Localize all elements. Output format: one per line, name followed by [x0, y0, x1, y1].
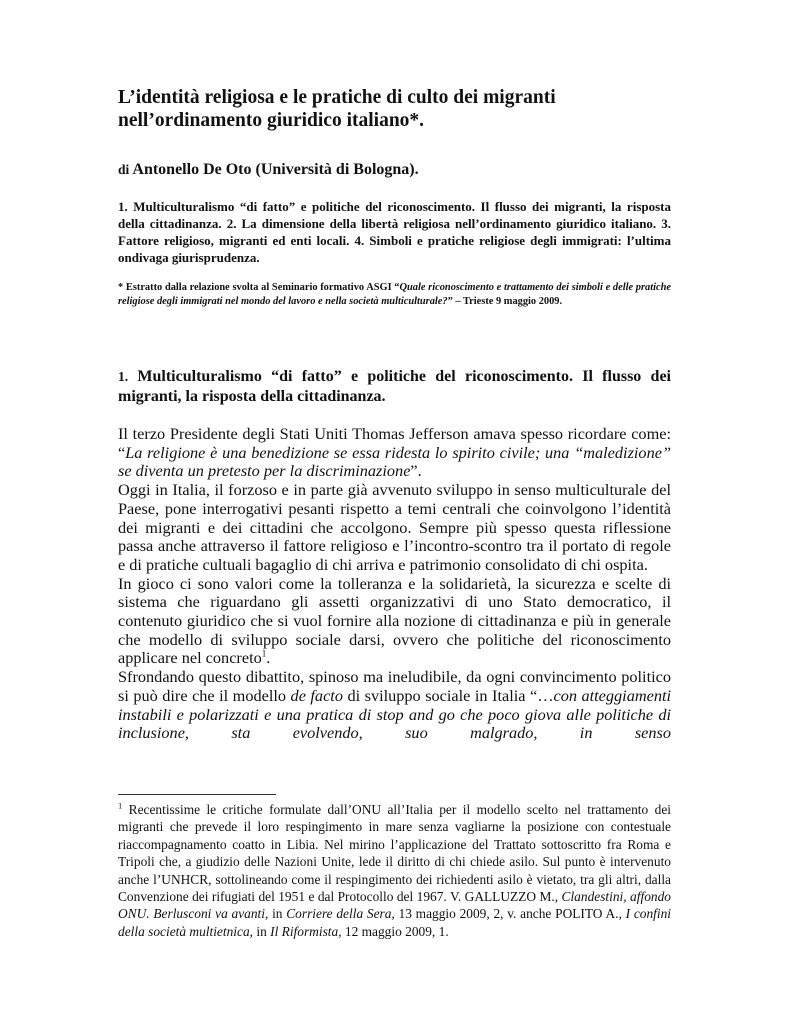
- footnote-text-d: , in: [249, 923, 271, 939]
- footnote-ref-1[interactable]: 1: [261, 649, 267, 660]
- paragraph-1-end: ”.: [410, 461, 422, 481]
- footnote-italic-4: Il Riformista,: [270, 923, 342, 939]
- footnote-text-e: 12 maggio 2009, 1.: [341, 923, 449, 939]
- paragraph-4-text: Sfrondando questo dibattito, spinoso ma ineludibile, da ogni convincimento politico si può dire che il modello: [118, 667, 671, 705]
- page-content: [118, 86, 671, 743]
- star-note-italic: Quale riconoscimento e trattamento dei simboli e delle pratiche religiose degli immigrati nel mondo del lavoro e nella società multiculturale?: [118, 282, 671, 307]
- footnote-italic-3: I confini della società multietnica: [118, 906, 672, 939]
- paragraph-3-end: .: [266, 648, 271, 668]
- footnote-italic-1: Clandestini, affondo ONU. Berlusconi va avanti: [118, 889, 671, 922]
- paper-title: [118, 86, 671, 132]
- author-name: Antonello De Oto (Università di Bologna).: [132, 161, 419, 178]
- footnote-text-b: , in: [264, 906, 287, 922]
- paragraph-1-text: Il terzo Presidente degli Stati Uniti Thomas Jefferson amava spesso ricordare come: “: [118, 424, 671, 462]
- author-prefix: di: [118, 162, 130, 177]
- jefferson-quote: La religione è una benedizione se essa ridesta lo spirito civile; una “maledizione” se diventa un pretesto per la discriminazione: [118, 442, 671, 481]
- paragraph-3: [118, 575, 671, 669]
- paragraph-1: [118, 425, 671, 481]
- footnote-number: 1: [118, 800, 123, 811]
- footnote-separator: [118, 794, 276, 795]
- table-of-contents-summary: 1. Multiculturalismo “di fatto” e politiche del riconoscimento. Il flusso dei migranti, la risposta della cittadinanza. 2. La dimensione della libertà religiosa nell’ordinamento giuridico italiano. 3. Fattore religioso, migranti ed enti locali. 4. Simboli e pratiche religiose degli immigrati: l’ultima ondivaga giurisprudenza.: [118, 199, 671, 265]
- paragraph-3-text: In gioco ci sono valori come la tolleranza e la solidarietà, la sicurezza e scelte di sistema che riguardano gli assetti organizzativi di uno Stato democratico, il contenuto giuridico che si vuol fornire alla nozione di cittadinanza e più in generale che modello di sviluppo sociale darsi, ovvero che politiche del riconoscimento applicare nel concreto: [118, 573, 671, 668]
- paragraph-4-quote: con atteggiamenti instabili e polarizzati e una pratica di stop and go che poco giova alle politiche di inclusione, sta evolvendo, suo malgrado, in senso: [118, 685, 672, 743]
- star-note-suffix: ” – Trieste 9 maggio 2009.: [447, 296, 563, 307]
- title-line-2: nell’ordinamento giuridico italiano*.: [118, 110, 425, 131]
- body-text: [118, 425, 671, 743]
- paragraph-2: Oggi in Italia, il forzoso e in parte già avvenuto sviluppo in senso multiculturale del Paese, pone interrogativi pesanti rispetto a temi centrali che coinvolgono l’identità dei migranti e dei cittadini che accolgono. Sempre più spesso questa riflessione passa anche attraverso il fattore religioso e l’incontro-scontro tra il portato di regole e di pratiche cultuali bagaglio di chi arriva e patrimonio consolidato di chi ospita.: [118, 480, 671, 574]
- star-note-prefix: * Estratto dalla relazione svolta al Seminario formativo ASGI “: [118, 282, 400, 293]
- section-1-heading: [118, 367, 671, 407]
- section-1-title: Multiculturalismo “di fatto” e politiche del riconoscimento. Il flusso dei migranti, la risposta della cittadinanza.: [118, 368, 672, 405]
- section-1-number: 1.: [118, 369, 129, 384]
- paragraph-4-mid: di sviluppo sociale in Italia “…: [342, 685, 554, 705]
- footnote-text-a: Recentissime le critiche formulate dall’ONU all’Italia per il modello scelto nel trattamento dei migranti che prevede il loro respingimento in mare senza vagliarne la posizione con contestuale riaccompagnamento coatto in Libia. Nel mirino l’applicazione del Trattato sottoscritto fra Roma e Tripoli che, a giudizio delle Nazioni Unite, lede il diritto di chi chiede asilo. Sul punto è intervenuto anche l’UNHCR, sottolineando come il respingimento dei richiedenti asilo è vietato, tra gli altri, dalla Convenzione dei rifugiati del 1951 e dal Protocollo del 1967. V. GALLUZZO M.,: [118, 802, 671, 905]
- footnote-italic-2: Corriere della Sera,: [286, 906, 395, 922]
- star-note: [118, 281, 671, 309]
- title-line-1: L’identità religiosa e le pratiche di culto dei migranti: [118, 87, 556, 108]
- footnote-text-c: 13 maggio 2009, 2, v. anche POLITO A.,: [394, 906, 626, 922]
- author-line: [118, 160, 671, 180]
- paragraph-4: [118, 668, 671, 743]
- de-facto-italic: de facto: [290, 685, 343, 705]
- footnote-1: [118, 801, 671, 940]
